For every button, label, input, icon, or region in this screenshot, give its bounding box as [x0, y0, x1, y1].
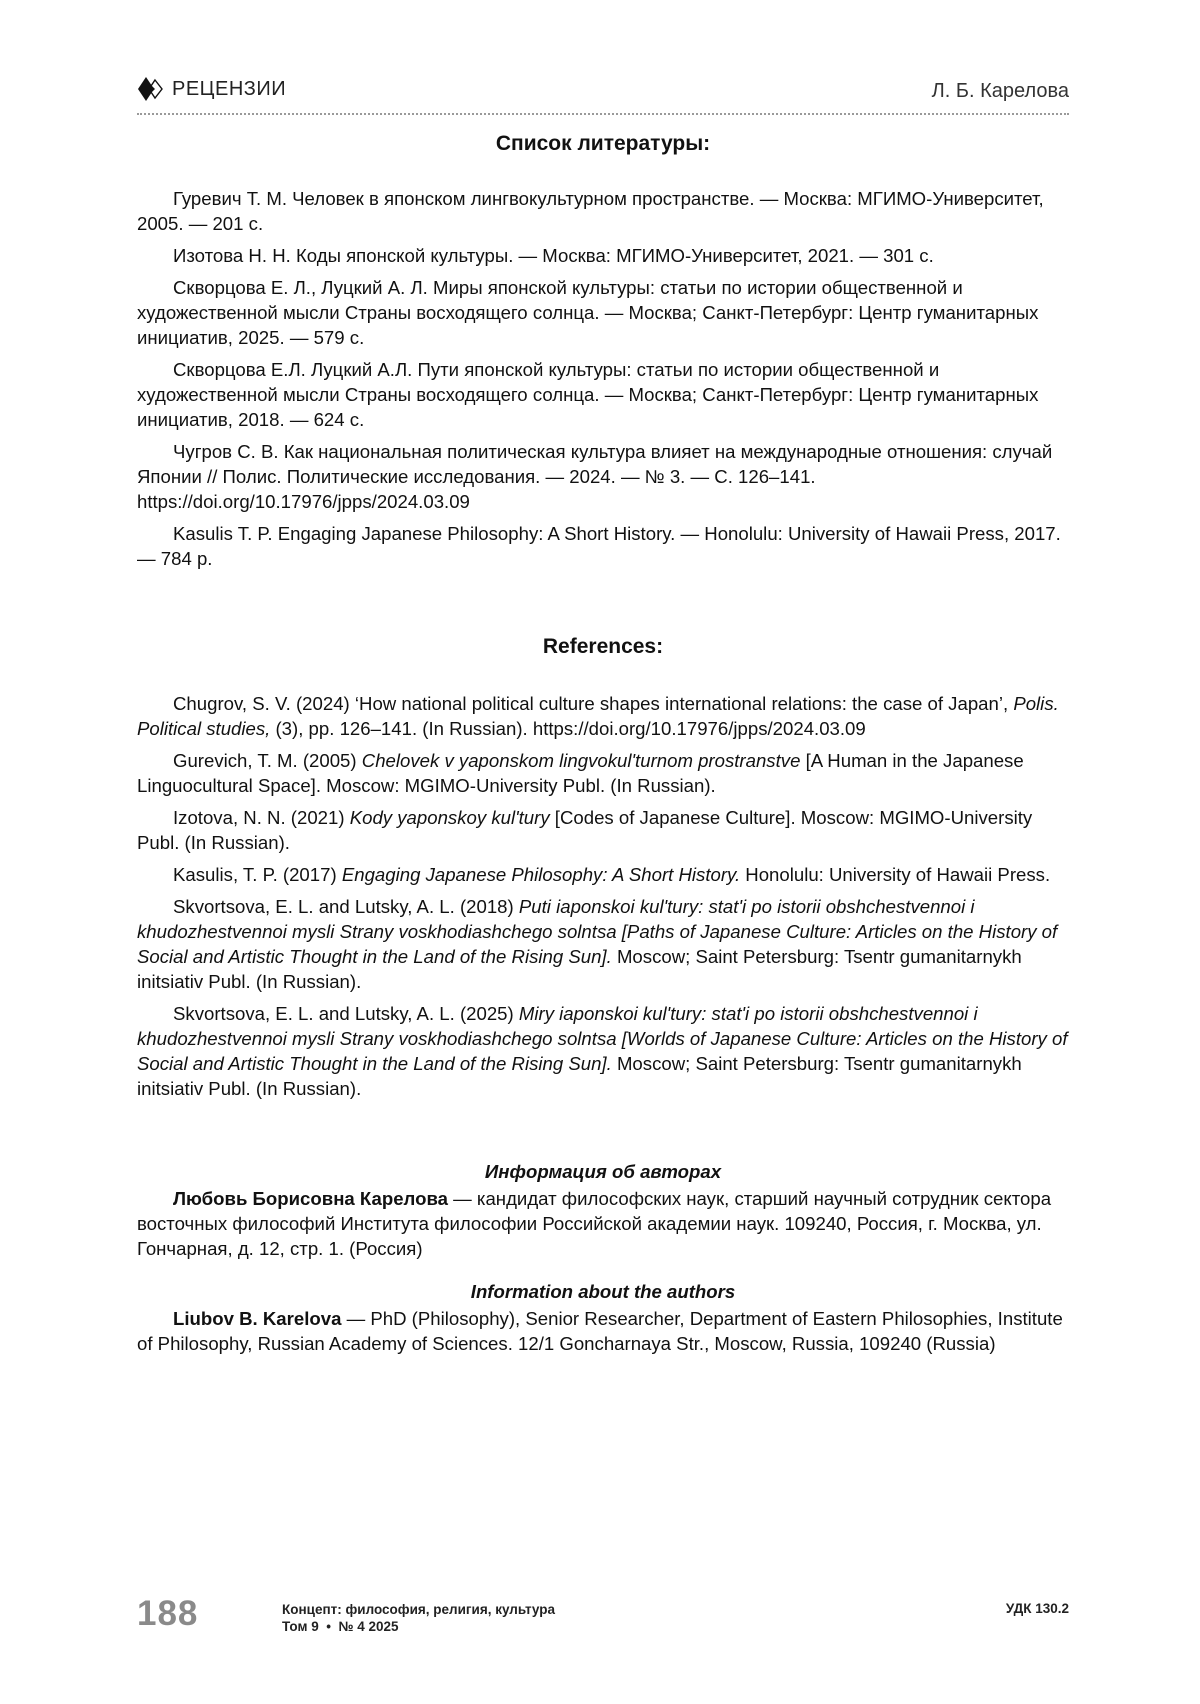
reference-title: Engaging Japanese Philosophy: A Short History.	[341, 864, 741, 885]
references-title: References:	[542, 635, 664, 658]
bibliography-item: Kasulis T. P. Engaging Japanese Philosophy: A Short History. — Honolulu: University of Hawaii Press, 2017. — 784 p.	[137, 523, 1061, 569]
bibliography-list	[137, 186, 1069, 571]
author-name-ru: Любовь Борисовна Карелова	[173, 1188, 448, 1209]
author-details-ru: — кандидат философских наук, старший научный сотрудник сектора восточных философий Института философии Российской академии наук. 109240, Россия, г. Москва, ул. Гончарная, д. 12, стр. 1. (Россия)	[137, 1188, 1052, 1259]
author-info-en-title: Information about the authors	[470, 1281, 736, 1302]
author-info	[137, 1159, 1069, 1356]
header-divider	[137, 113, 1069, 115]
bibliography-title: Список литературы:	[495, 132, 711, 155]
author-info-ru-title: Информация об авторах	[484, 1161, 722, 1182]
reference-item	[137, 691, 1069, 741]
author-info-en	[137, 1306, 1069, 1356]
journal-info	[282, 1601, 555, 1635]
author-name-en: Liubov B. Karelova	[173, 1308, 342, 1329]
reference-item	[137, 862, 1069, 887]
journal-title: Концепт: философия, религия, культура	[282, 1602, 556, 1617]
reference-text: (3), pp. 126–141. (In Russian). https://doi.org/10.17976/jpps/2024.03.09	[270, 718, 866, 739]
reference-text: Chugrov, S. V. (2024) ‘How national political culture shapes international relations: the case of Japan’,	[173, 693, 1014, 714]
author-info-ru	[137, 1186, 1069, 1261]
reference-text: Skvortsova, E. L. and Lutsky, A. L. (2018)	[173, 896, 519, 917]
reference-item	[137, 748, 1069, 798]
reference-text: Honolulu: University of Hawaii Press.	[740, 864, 1051, 885]
reference-title: Puti iaponskoi kul'tury: stat'i po istorii obshchestvennoi i khudozhestvennoi mysli Strany voskhodiashchego solntsa [Paths of Japanese Culture: Articles on the History of Social and Artistic Thought in the Land of the Rising Sun].	[137, 896, 1058, 967]
reference-text: [Codes of Japanese Culture]. Moscow: MGIMO-University Publ. (In Russian).	[137, 807, 1033, 853]
reference-text: Gurevich, T. M. (2005)	[173, 750, 362, 771]
reference-title: Chelovek v yaponskom lingvokul'turnom prostranstve	[361, 750, 801, 771]
page-number: 188	[137, 1594, 199, 1633]
page-content	[137, 132, 1069, 1363]
page-footer	[137, 1594, 1069, 1644]
bibliography-item: Скворцова Е. Л., Луцкий А. Л. Миры японской культуры: статьи по истории общественной и художественной мысли Страны восходящего солнца. — Москва; Санкт-Петербург: Центр гуманитарных инициатив, 2025. — 579 с.	[137, 277, 1039, 348]
udk-code: УДК 130.2	[1005, 1601, 1069, 1616]
reference-title: Kody yaponskoy kul'tury	[349, 807, 550, 828]
bibliography-item: Гуревич Т. М. Человек в японском лингвокультурном пространстве. — Москва: МГИМО-Университет, 2005. — 201 с.	[137, 188, 1044, 234]
running-header	[137, 70, 1069, 112]
reference-title: Polis. Political studies,	[137, 693, 1059, 739]
reference-text: Moscow; Saint Petersburg: Tsentr gumanitarnykh initsiativ Publ. (In Russian).	[137, 1053, 1022, 1099]
journal-volume: Том 9 • № 4 2025	[282, 1619, 399, 1634]
reference-text: Moscow; Saint Petersburg: Tsentr gumanitarnykh initsiativ Publ. (In Russian).	[137, 946, 1022, 992]
section-heading	[137, 76, 286, 102]
reference-title: Miry iaponskoi kul'tury: stat'i po istorii obshchestvennoi i khudozhestvennoi mysli Strany voskhodiashchego solntsa [Worlds of Japanese Culture: Articles on the History of Social and Artistic Thought in the Land of the Rising Sun].	[137, 1003, 1068, 1074]
reference-text: Izotova, N. N. (2021)	[173, 807, 350, 828]
reference-text: Skvortsova, E. L. and Lutsky, A. L. (2025)	[173, 1003, 519, 1024]
section-diamond-icon	[137, 76, 163, 102]
bibliography-item: Чугров С. В. Как национальная политическая культура влияет на международные отношения: случай Японии // Полис. Политические исследования. — 2024. — № 3. — С. 126–141. https://doi.org/10.17976/jpps/2024.03.09	[137, 441, 1053, 512]
author-details-en: — PhD (Philosophy), Senior Researcher, Department of Eastern Philosophies, Institute of Philosophy, Russian Academy of Sciences. 12/1 Goncharnaya Str., Moscow, Russia, 109240 (Russia)	[137, 1308, 1063, 1354]
reference-item	[137, 894, 1069, 994]
bibliography-item: Изотова Н. Н. Коды японской культуры. — Москва: МГИМО-Университет, 2021. — 301 с.	[173, 245, 934, 266]
reference-item	[137, 1001, 1069, 1101]
reference-text: Kasulis, T. P. (2017)	[173, 864, 342, 885]
bibliography-item: Скворцова Е.Л. Луцкий А.Л. Пути японской культуры: статьи по истории общественной и художественной мысли Страны восходящего солнца. — Москва; Санкт-Петербург: Центр гуманитарных инициатив, 2018. — 624 с.	[137, 359, 1039, 430]
references-list	[137, 691, 1069, 1101]
reference-text: [A Human in the Japanese Linguocultural Space]. Moscow: MGIMO-University Publ. (In Russian).	[137, 750, 1024, 796]
section-label: РЕЦЕНЗИИ	[172, 77, 287, 100]
running-author: Л. Б. Карелова	[931, 80, 1069, 102]
reference-item	[137, 805, 1069, 855]
